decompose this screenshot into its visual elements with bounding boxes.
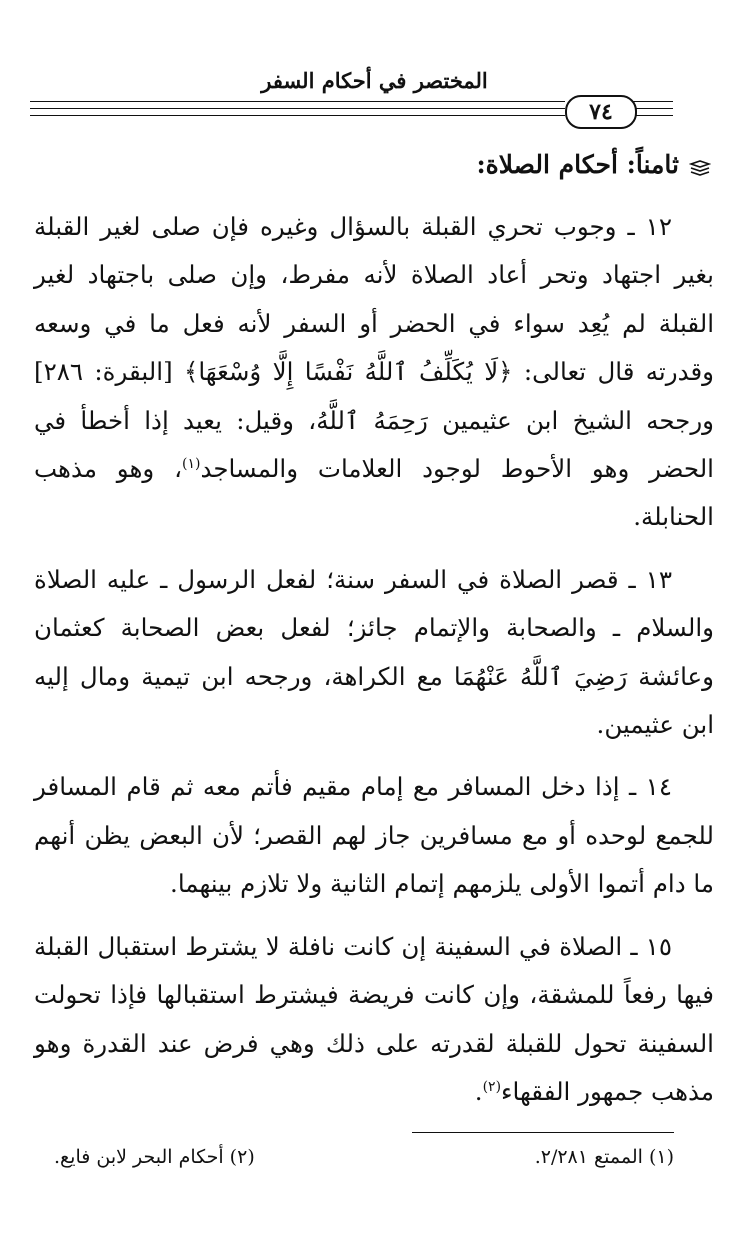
page-number: ٧٤ — [565, 95, 637, 129]
section-heading — [476, 150, 711, 179]
header-rule — [30, 101, 565, 102]
body-text — [34, 203, 714, 1116]
footnote-ref[interactable]: (١) — [181, 455, 201, 472]
header-rule-stub — [633, 108, 673, 109]
header-rule-stub — [633, 115, 673, 116]
header-rule-stub — [633, 101, 673, 102]
header-rule — [30, 108, 565, 109]
paragraph-14: ١٤ ـ إذا دخل المسافر مع إمام مقيم فأتم معه ثم قام المسافر للجمع لوحده أو مع مسافرين جاز لهم القصر؛ لأن البعض يظن أنهم ما دام أتموا الأولى يلزمهم إتمام الثانية ولا تلازم بينهما. — [34, 772, 714, 899]
running-header-title: المختصر في أحكام السفر — [261, 68, 488, 93]
footnote-separator — [412, 1132, 674, 1133]
book-icon — [689, 155, 711, 175]
footnotes — [54, 1146, 674, 1168]
paragraph-15: ١٥ ـ الصلاة في السفينة إن كانت نافلة لا يشترط استقبال القبلة فيها رفعاً للمشقة، وإن كانت فريضة فيشترط استقبالها فإذا تحولت السفينة تحول للقبلة لقدرته على ذلك وهي فرض عند القدرة وهو مذهب جمهور الفقهاء$^{(٢)}$. — [34, 931, 714, 1106]
footnote-2: (٢) أحكام البحر لابن فايع. — [54, 1146, 255, 1168]
footnote-ref[interactable]: (٢) — [482, 1078, 502, 1095]
section-heading-text: ثامناً: أحكام الصلاة: — [476, 150, 679, 179]
footnote-1: (١) الممتع ٢/٢٨١. — [534, 1146, 674, 1168]
paragraph-12: ١٢ ـ وجوب تحري القبلة بالسؤال وغيره فإن صلى لغير القبلة بغير اجتهاد وتحر أعاد الصلاة لأنه مفرط، وإن صلى باجتهاد لغير القبلة لم يُعِد سواء في الحضر أو السفر لأنه فعل ما في وسعه وقدرته قال تعالى: ﴿لَا يُكَلِّفُ ٱللَّهُ نَفْسًا إِلَّا وُسْعَهَا﴾ [البقرة: ٢٨٦] ورجحه الشيخ ابن عثيمين رَحِمَهُ ٱللَّهُ، وقيل: يعيد إذا أخطأ في الحضر وهو الأحوط لوجود العلامات والمساجد$^{(١)}$، وهو مذهب الحنابلة. — [34, 212, 714, 532]
header-rule — [30, 115, 565, 116]
paragraph-13: ١٣ ـ قصر الصلاة في السفر سنة؛ لفعل الرسول ـ عليه الصلاة والسلام ـ والصحابة والإتمام جائز؛ لفعل بعض الصحابة كعثمان وعائشة رَضِيَ ٱللَّهُ عَنْهُمَا مع الكراهة، ورجحه ابن تيمية ومال إليه ابن عثيمين. — [34, 564, 714, 740]
